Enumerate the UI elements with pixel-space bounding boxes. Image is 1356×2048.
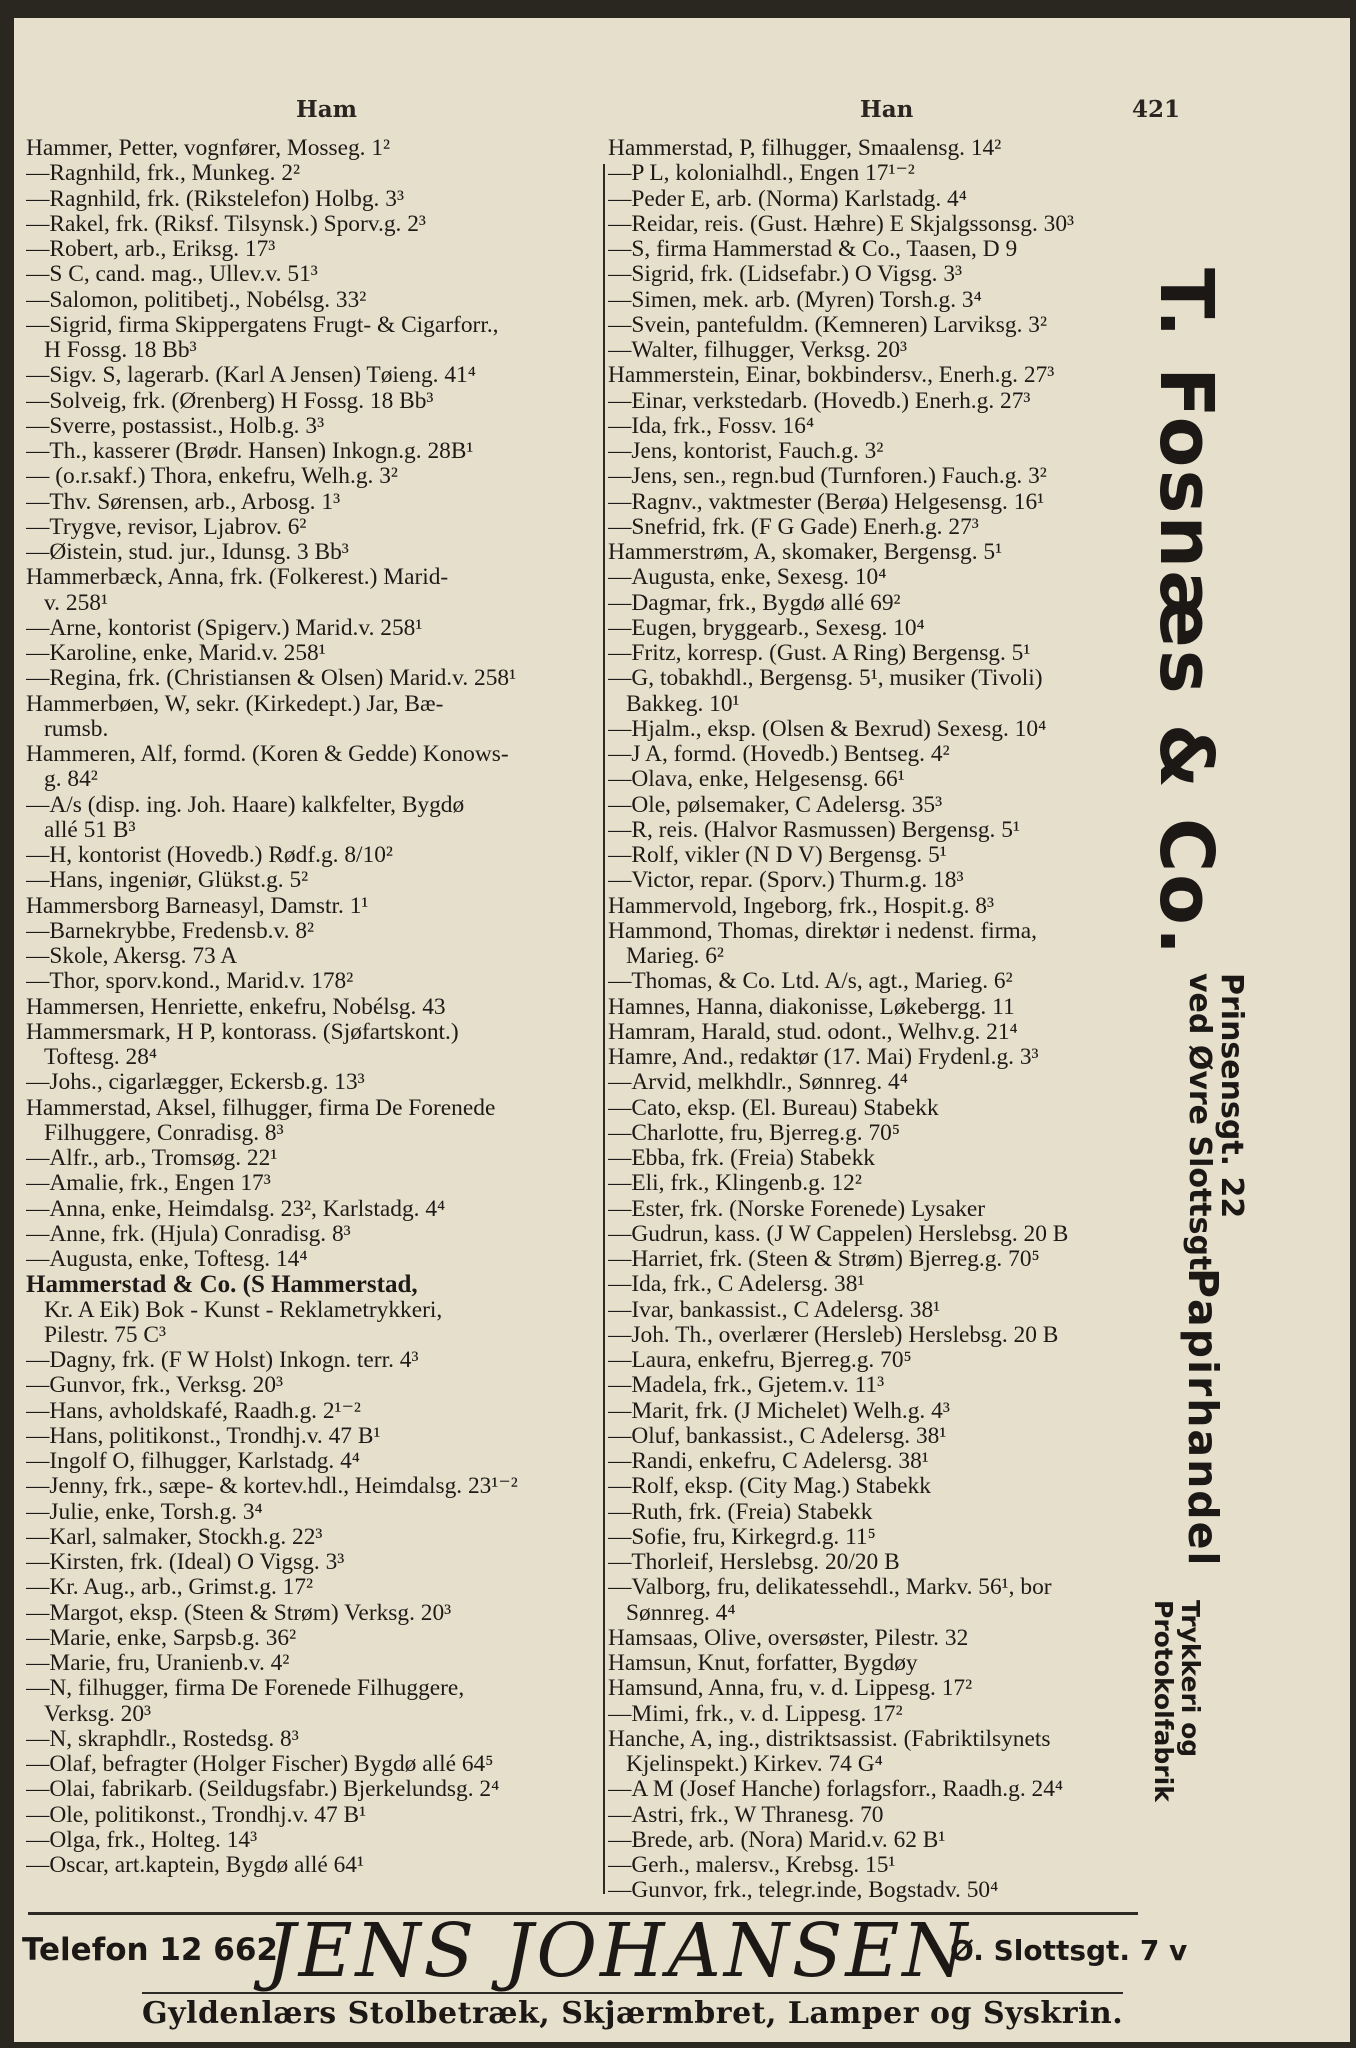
directory-entry: —Th., kasserer (Brødr. Hansen) Inkogn.g. 28B¹ [26,439,474,464]
directory-entry: —Peder E, arb. (Norma) Karlstadg. 4⁴ [608,186,967,212]
directory-entry: —S, firma Hammerstad & Co., Taasen, D 9 [608,237,1018,262]
directory-entry: —Johs., cigarlægger, Eckersb.g. 13³ [26,1070,365,1096]
directory-entry: v. 258¹ [44,590,108,616]
directory-entry: —Jens, sen., regn.bud (Turnforen.) Fauch.g. 3² [608,464,1047,490]
directory-entry: —Dagmar, frk., Bygdø allé 69² [608,590,901,616]
directory-entry: —Eugen, bryggearb., Sexesg. 10⁴ [608,615,925,641]
ad-business-secondary [1150,1600,1204,1802]
directory-entry: Hammersen, Henriette, enkefru, Nobélsg. 43 [26,994,446,1020]
directory-entry: —Olai, fabrikarb. (Seildugsfabr.) Bjerkelundsg. 2⁴ [26,1777,500,1803]
directory-entry: Hammerbøen, W, sekr. (Kirkedept.) Jar, Bæ- [26,691,444,717]
directory-entry: —Robert, arb., Eriksg. 17³ [26,237,276,262]
directory-entry: —Øistein, stud. jur., Idunsg. 3 Bb³ [26,540,349,565]
directory-entry: —Sigrid, firma Skippergatens Frugt- & Cigarforr., [26,312,499,338]
footer-address: Ø. Slottsgt. 7 v [950,1934,1188,1967]
directory-entry: —Anne, frk. (Hjula) Conradisg. 8³ [26,1221,351,1247]
column-divider [603,164,605,1894]
directory-entry: —Cato, eksp. (El. Bureau) Stabekk [608,1095,939,1121]
directory-entry: —P L, kolonialhdl., Engen 17¹⁻² [608,161,915,187]
directory-entry: —Rolf, eksp. (City Mag.) Stabekk [608,1474,931,1500]
directory-entry: —Trygve, revisor, Ljabrov. 6² [26,514,307,540]
directory-entry: —Hans, avholdskafé, Raadh.g. 2¹⁻² [26,1398,361,1424]
directory-entry: —Kr. Aug., arb., Grimst.g. 17² [26,1575,314,1601]
footer-advertiser-name: JENS JOHANSEN [266,1908,971,1994]
directory-entry: Hamnes, Hanna, diakonisse, Løkebergg. 11 [608,994,1015,1020]
directory-entry: Hammersmark, H P, kontorass. (Sjøfartskont.) [26,1019,459,1045]
directory-entry: —Oscar, art.kaptein, Bygdø allé 64¹ [26,1853,364,1878]
directory-entry: —Olava, enke, Helgesensg. 66¹ [608,767,905,793]
ad-company-name: T. Fosnæs & Co. [1143,268,1229,958]
directory-entry: Hammer, Petter, vognfører, Mosseg. 1² [26,136,391,161]
directory-entry: Kr. A Eik) Bok - Kunst - Reklametrykkeri, [44,1297,443,1323]
directory-entry: Hammerstad & Co. (S Hammerstad, [26,1272,418,1298]
directory-entry: —Reidar, reis. (Gust. Hæhre) E Skjalgssonsg. 30³ [608,211,1075,237]
directory-entry: —Arvid, melkhdlr., Sønnreg. 4⁴ [608,1070,908,1096]
directory-entry: allé 51 B³ [44,817,136,843]
header-center: Han [860,96,914,123]
directory-entry: Hammervold, Ingeborg, frk., Hospit.g. 8³ [608,893,994,919]
directory-entry: —Rolf, vikler (N D V) Bergensg. 5¹ [608,843,947,868]
directory-entry: —A M (Josef Hanche) forlagsforr., Raadh.g. 24⁴ [608,1777,1064,1803]
directory-entry: —Anna, enke, Heimdalsg. 23², Karlstadg. 4⁴ [26,1196,446,1222]
directory-entry: —Mimi, frk., v. d. Lippesg. 17² [608,1701,903,1727]
directory-entry: rumsb. [44,716,109,742]
directory-entry: —Ebba, frk. (Freia) Stabekk [608,1146,875,1171]
directory-entry: —Thv. Sørensen, arb., Arbosg. 1³ [26,489,341,515]
directory-entry: —Jenny, frk., sæpe- & kortev.hdl., Heimdalsg. 23¹⁻² [26,1474,518,1500]
directory-entry: —Gunvor, frk., Verksg. 20³ [26,1373,284,1399]
directory-entry: —Arne, kontorist (Spigerv.) Marid.v. 258¹ [26,615,423,641]
directory-entry: Sønnreg. 4⁴ [626,1600,736,1626]
footer-products: Gyldenlærs Stolbetræk, Skjærmbret, Lamper og Syskrin. [142,1992,1123,2031]
directory-entry: —Ivar, bankassist., C Adelersg. 38¹ [608,1297,941,1323]
header-left: Ham [296,96,357,123]
directory-entry: —Gudrun, kass. (J W Cappelen) Herslebsg. 20 B [608,1221,1069,1247]
directory-entry: —Margot, eksp. (Steen & Strøm) Verksg. 20³ [26,1600,452,1626]
directory-entry: Filhuggere, Conradisg. 8³ [44,1120,284,1146]
directory-entry: H Fossg. 18 Bb³ [44,338,197,363]
directory-entry: —Rakel, frk. (Riksf. Tilsynsk.) Sporv.g. 2³ [26,211,426,237]
directory-entry: Hanche, A, ing., distriktsassist. (Fabriktilsynets [608,1726,1051,1752]
directory-entry: —Sverre, postassist., Holb.g. 3³ [26,413,325,439]
directory-entry: —Ida, frk., Fossv. 16⁴ [608,413,815,439]
directory-entry: —Alfr., arb., Tromsøg. 22¹ [26,1146,278,1171]
directory-entry: —N, skraphdlr., Rostedsg. 8³ [26,1726,299,1752]
directory-entry: —Augusta, enke, Sexesg. 10⁴ [608,565,887,591]
directory-entry: —Regina, frk. (Christiansen & Olsen) Marid.v. 258¹ [26,666,517,692]
directory-entry: —Augusta, enke, Toftesg. 14⁴ [26,1247,308,1272]
right-column [608,136,1188,1904]
directory-entry: —Hjalm., eksp. (Olsen & Bexrud) Sexesg. 10⁴ [608,716,1047,742]
directory-entry: Hamsund, Anna, fru, v. d. Lippesg. 17² [608,1676,973,1702]
directory-entry: —Thor, sporv.kond., Marid.v. 178² [26,969,354,995]
directory-entry: —S C, cand. mag., Ullev.v. 51³ [26,262,318,288]
directory-entry: —Madela, frk., Gjetem.v. 11³ [608,1373,885,1399]
directory-entry: —Hans, politikonst., Trondhj.v. 47 B¹ [26,1423,381,1449]
directory-entry: —Ingolf O, filhugger, Karlstadg. 4⁴ [26,1449,360,1474]
directory-entry: Verksg. 20³ [44,1701,152,1727]
ad-address-line1: Prinsensgt. 22 [1214,973,1249,1219]
directory-entry: —A/s (disp. ing. Joh. Haare) kalkfelter, Bygdø [26,792,465,818]
directory-entry: —Thorleif, Herslebsg. 20/20 B [608,1550,900,1575]
directory-entry: —Ruth, frk. (Freia) Stabekk [608,1499,873,1525]
directory-entry: —Charlotte, fru, Bjerreg.g. 70⁵ [608,1120,901,1146]
directory-entry: —Ragnhild, frk. (Rikstelefon) Holbg. 3³ [26,186,404,212]
directory-entry: —Brede, arb. (Nora) Marid.v. 62 B¹ [608,1827,946,1853]
directory-entry: —Marit, frk. (J Michelet) Welh.g. 4³ [608,1398,950,1424]
directory-entry: —J A, formd. (Hovedb.) Bentseg. 4² [608,742,950,767]
directory-entry: —Ragnv., vaktmester (Berøa) Helgesensg. 16¹ [608,489,1045,515]
ad-business2-line2: Protokolfabrik [1149,1600,1178,1802]
directory-entry: —Oluf, bankassist., C Adelersg. 38¹ [608,1423,947,1449]
directory-entry: —Olga, frk., Holteg. 14³ [26,1827,258,1853]
footer-phone: Telefon 12 662 [22,1932,278,1968]
directory-entry: —H, kontorist (Hovedb.) Rødf.g. 8/10² [26,843,393,868]
directory-entry: —Ole, politikonst., Trondhj.v. 47 B¹ [26,1802,367,1828]
ad-business2-line1: Trykkeri og [1176,1600,1205,1758]
directory-entry: —Ester, frk. (Norske Forenede) Lysaker [608,1196,986,1222]
directory-entry: Hammersborg Barneasyl, Damstr. 1¹ [26,893,369,919]
directory-entry: —Sigrid, frk. (Lidsefabr.) O Vigsg. 3³ [608,262,963,288]
directory-entry: —Harriet, frk. (Steen & Strøm) Bjerreg.g. 70⁵ [608,1247,1040,1272]
directory-entry: Pilestr. 75 C³ [44,1322,167,1348]
directory-entry: —Randi, enkefru, C Adelersg. 38¹ [608,1449,929,1474]
directory-entry: Hammerbæck, Anna, frk. (Folkerest.) Marid- [26,565,449,591]
ad-business: Papirhandel [1179,1268,1227,1568]
directory-entry: —Karoline, enke, Marid.v. 258¹ [26,641,326,666]
directory-entry: —Hans, ingeniør, Glükst.g. 5² [26,868,309,894]
directory-entry: g. 84² [44,767,98,793]
directory-entry: —Valborg, fru, delikatessehdl., Markv. 56¹, bor [608,1575,1052,1601]
directory-entry: —Barnekrybbe, Fredensb.v. 8² [26,918,315,944]
directory-entry: Hammerstein, Einar, bokbindersv., Enerh.g. 27³ [608,363,1055,389]
directory-entry: —Jens, kontorist, Fauch.g. 3² [608,439,884,464]
directory-entry: Marieg. 6² [626,944,724,969]
directory-entry: — (o.r.sakf.) Thora, enkefru, Welh.g. 3² [26,464,398,490]
directory-entry: —N, filhugger, firma De Forenede Filhuggere, [26,1676,465,1702]
directory-entry: —Einar, verkstedarb. (Hovedb.) Enerh.g. 27³ [608,388,1031,414]
directory-entry: —Ragnhild, frk., Munkeg. 2² [26,161,301,187]
directory-entry: —Julie, enke, Torsh.g. 3⁴ [26,1499,263,1525]
directory-entry: —Laura, enkefru, Bjerreg.g. 70⁵ [608,1348,912,1373]
directory-entry: —Skole, Akersg. 73 A [26,944,238,969]
directory-entry: —Eli, frk., Klingenb.g. 12² [608,1171,862,1197]
directory-entry: —Karl, salmaker, Stockh.g. 22³ [26,1524,323,1550]
directory-entry: —Walter, filhugger, Verksg. 20³ [608,338,908,363]
directory-entry: Hammerstad, Aksel, filhugger, firma De Forenede [26,1095,496,1121]
directory-entry: Hammerstrøm, A, skomaker, Bergensg. 5¹ [608,540,1003,565]
directory-entry: —Kirsten, frk. (Ideal) O Vigsg. 3³ [26,1550,345,1575]
directory-entry: —Fritz, korresp. (Gust. A Ring) Bergensg. 5¹ [608,641,1031,666]
directory-entry: —Gerh., malersv., Krebsg. 15¹ [608,1853,896,1878]
directory-entry: —Sigv. S, lagerarb. (Karl A Jensen) Tøieng. 41⁴ [26,363,476,389]
directory-page [14,18,1350,2042]
directory-entry: Hamram, Harald, stud. odont., Welhv.g. 21⁴ [608,1019,1018,1045]
directory-entry: Kjelinspekt.) Kirkev. 74 G⁴ [626,1752,883,1777]
directory-entry: —Simen, mek. arb. (Myren) Torsh.g. 3⁴ [608,287,982,313]
directory-entry: —Dagny, frk. (F W Holst) Inkogn. terr. 4³ [26,1348,419,1373]
directory-entry: —Salomon, politibetj., Nobélsg. 33² [26,287,367,313]
directory-entry: —Ole, pølsemaker, C Adelersg. 35³ [608,792,943,818]
directory-entry: —Snefrid, frk. (F G Gade) Enerh.g. 27³ [608,514,979,540]
directory-entry: Toftesg. 28⁴ [44,1045,158,1070]
directory-entry: —Marie, enke, Sarpsb.g. 36² [26,1625,297,1651]
ad-address [1183,973,1247,1282]
directory-entry: Hamre, And., redaktør (17. Mai) Frydenl.g. 3³ [608,1045,1039,1070]
directory-entry: —Thomas, & Co. Ltd. A/s, agt., Marieg. 6² [608,969,1013,995]
directory-entry: —Svein, pantefuldm. (Kemneren) Larviksg. 3² [608,312,1047,338]
directory-entry: Hamsaas, Olive, oversøster, Pilestr. 32 [608,1625,969,1651]
directory-entry: Hammerstad, P, filhugger, Smaalensg. 14² [608,136,1002,161]
directory-entry: —Gunvor, frk., telegr.inde, Bogstadv. 50⁴ [608,1878,999,1904]
directory-entry: Hammond, Thomas, direktør i nedenst. firma, [608,918,1037,944]
left-column [26,136,602,1878]
page-number: 421 [1132,96,1181,123]
directory-entry: Bakkeg. 10¹ [626,691,740,717]
directory-entry: —Joh. Th., overlærer (Hersleb) Herslebsg. 20 B [608,1322,1059,1348]
ad-address-line2: ved Øvre Slottsgt. [1182,973,1217,1282]
directory-entry: —Marie, fru, Uranienb.v. 4² [26,1651,290,1676]
directory-entry: —Astri, frk., W Thranesg. 70 [608,1802,884,1828]
directory-entry: —Amalie, frk., Engen 17³ [26,1171,271,1197]
directory-entry: Hammeren, Alf, formd. (Koren & Gedde) Konows- [26,742,509,767]
directory-entry: —Sofie, fru, Kirkegrd.g. 11⁵ [608,1524,876,1550]
directory-entry: —G, tobakhdl., Bergensg. 5¹, musiker (Tivoli) [608,666,1043,692]
directory-entry: Hamsun, Knut, forfatter, Bygdøy [608,1651,918,1676]
directory-entry: —Ida, frk., C Adelersg. 38¹ [608,1272,865,1298]
directory-entry: —Victor, repar. (Sporv.) Thurm.g. 18³ [608,868,964,894]
directory-entry: —R, reis. (Halvor Rasmussen) Bergensg. 5¹ [608,817,1020,843]
directory-entry: —Olaf, befragter (Holger Fischer) Bygdø allé 64⁵ [26,1752,494,1777]
directory-entry: —Solveig, frk. (Ørenberg) H Fossg. 18 Bb³ [26,388,434,414]
